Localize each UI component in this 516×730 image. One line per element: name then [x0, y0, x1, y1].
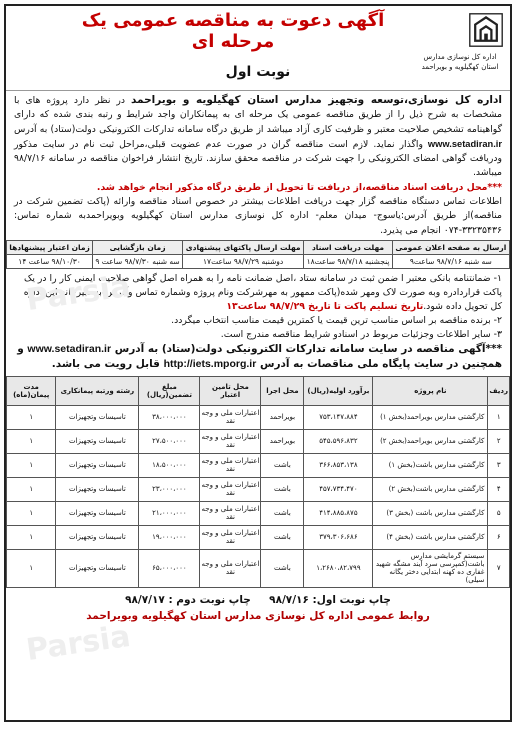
- projects-header: محل اجرا: [261, 376, 304, 405]
- organization-logo-icon: [468, 12, 504, 48]
- tender-notice: [4, 4, 512, 722]
- watermark: Parsia: [24, 618, 133, 669]
- row-number: ۵: [488, 501, 510, 525]
- contract-duration: ۱: [7, 525, 56, 549]
- contract-duration: ۱: [7, 549, 56, 587]
- setad-link[interactable]: www.setadiran.ir: [27, 342, 112, 355]
- guarantee-amount: ۱۸،۵۰۰،۰۰۰: [139, 453, 200, 477]
- location: باشت: [261, 477, 304, 501]
- guarantee-amount: ۲۷،۵۰۰،۰۰۰: [139, 429, 200, 453]
- funding-source: اعتبارات ملی و وجه نقد: [200, 405, 261, 429]
- public-relations-footer: روابط عمومی اداره کل نوسازی مدارس استان کهگیلویه وبویراحمد: [86, 609, 430, 622]
- intro-text-continued: واگذار نماید. لازم است مناقصه گران در صورت عدم عضویت قبلی،مراحل ثبت نام در سایت مذکور ودریافت گواهی امضای الکترونیکی را جهت شرکت در مناقصه محقق سازند. تاریخ انتشار فراخوان مناقصه در سامانه ۹۸/۷/۱۶ میباشد.: [14, 138, 502, 179]
- submission-deadline: تاریخ تسلیم پاکت تا تاریخ ۹۸/۷/۲۹ ساعت۱۳: [226, 300, 424, 312]
- projects-header: رشته ورتبه پیمانکاری: [56, 376, 139, 405]
- notice-round: نوبت اول: [225, 64, 291, 80]
- location: باشت: [261, 453, 304, 477]
- row-number: ۳: [488, 453, 510, 477]
- first-publication: چاپ نوبت اول: ۹۸/۷/۱۶: [269, 593, 391, 606]
- funding-source: اعتبارات ملی و وجه نقد: [200, 549, 261, 587]
- projects-header: مبلغ تضمین(ریال): [139, 376, 200, 405]
- contract-duration: ۱: [7, 405, 56, 429]
- funding-source: اعتبارات ملی و وجه نقد: [200, 501, 261, 525]
- location: باشت: [261, 525, 304, 549]
- document-notice: ***محل دریافت اسناد مناقصه،از دریافت تا تحویل از طریق درگاه مذکور انجام خواهد شد.: [96, 181, 502, 193]
- contractor-grade: تاسیسات وتجهیزات: [56, 429, 139, 453]
- table-row: [7, 501, 510, 525]
- guarantee-amount: ۲۱،۰۰۰،۰۰۰: [139, 501, 200, 525]
- organizer-name: اداره کل نوسازی،توسعه وتجهیز مدارس استان کهگیلویه و بویراحمد: [130, 94, 502, 106]
- guarantee-amount: ۱۹،۰۰۰،۰۰۰: [139, 525, 200, 549]
- notice-title: آگهی دعوت به مناقصه عمومی یک مرحله ای: [81, 10, 385, 52]
- project-name: کارگشتی مدارس باشت(بخش ۱): [373, 453, 488, 477]
- project-name: کارگشتی مدارس باشت (بخش ۳): [373, 501, 488, 525]
- location: باشت: [261, 549, 304, 587]
- second-publication: چاپ نوبت دوم : ۹۸/۷/۱۷: [125, 593, 251, 606]
- contractor-grade: تاسیسات وتجهیزات: [56, 405, 139, 429]
- table-row: [7, 429, 510, 453]
- note-2: ۲- برنده مناقصه بر اساس مناسب ترین قیمت یا کمترین قیمت مناسب انتخاب میگردد.: [171, 314, 502, 326]
- projects-table: [6, 376, 510, 588]
- contractor-grade: تاسیسات وتجهیزات: [56, 501, 139, 525]
- table-row: [7, 453, 510, 477]
- funding-source: اعتبارات ملی و وجه نقد: [200, 453, 261, 477]
- ad-note-text: و همچنین در سایت پایگاه ملی مناقصات به آدرس: [17, 342, 502, 370]
- contractor-grade: تاسیسات وتجهیزات: [56, 549, 139, 587]
- table-row: [7, 525, 510, 549]
- schedule-header: مهلت دریافت اسناد: [304, 240, 392, 254]
- schedule-table: [6, 240, 510, 269]
- contract-duration: ۱: [7, 477, 56, 501]
- note-1-text: ۱- ضمانتنامه بانکی معتبر ا ضمن ثبت در سامانه ستاد ،اصل ضمانت نامه را به همراه اصل گواهی صلاحیت ایمنی کار را در یک پاکت قراردادره وبه صورت لاک ومهر شده(پاکت ممهور به مهرشرکت ونام پروژه وشماره تماس وآدرس)به دبیرخانه این اداره کل تحویل داده شود.: [23, 272, 502, 312]
- projects-header-row: [7, 376, 510, 405]
- location: بویراحمد: [261, 405, 304, 429]
- initial-estimate: ۷۵۳،۱۴۷،۸۸۴: [304, 405, 373, 429]
- guarantee-amount: ۳۸،۰۰۰،۰۰۰: [139, 405, 200, 429]
- location: بویراحمد: [261, 429, 304, 453]
- projects-header: نام پروژه: [373, 376, 488, 405]
- projects-header: برآورد اولیه(ریال): [304, 376, 373, 405]
- initial-estimate: ۴۱۴،۸۸۵،۸۷۵: [304, 501, 373, 525]
- contractor-grade: تاسیسات وتجهیزات: [56, 525, 139, 549]
- schedule-value: سه شنبه ۹۸/۷/۱۶ ساعت۹: [392, 254, 509, 268]
- row-number: ۷: [488, 549, 510, 587]
- funding-source: اعتبارات ملی و وجه نقد: [200, 429, 261, 453]
- row-number: ۱: [488, 405, 510, 429]
- initial-estimate: ۳۶۶،۸۵۳،۱۳۸: [304, 453, 373, 477]
- table-row: [7, 549, 510, 587]
- initial-estimate: ۵۴۵،۵۹۶،۸۳۲: [304, 429, 373, 453]
- publication-dates: [6, 594, 510, 606]
- intro-paragraph: [6, 91, 510, 238]
- schedule-value: ۹۸/۱۰/۳۰ ساعت ۱۴: [7, 254, 93, 268]
- watermark: Parsia: [24, 268, 133, 319]
- schedule-header: ارسال به صفحه اعلان عمومی: [392, 240, 509, 254]
- ad-note-text: ***آگهی مناقصه در سایت سامانه تدارکات الکترونیکی دولت(ستاد) به آدرس: [114, 342, 502, 355]
- schedule-value-row: [7, 254, 510, 268]
- note-3: ۳- سایر اطلاعات وجزئیات مربوط در اسنادو شرایط مناقصه مندرج است.: [220, 328, 502, 340]
- organization-name: اداره کل نوسازی مدارس استان کهگیلویه و بویراحمد: [421, 53, 499, 71]
- schedule-header: زمان بازگشایی: [93, 240, 183, 254]
- schedule-header-row: [7, 240, 510, 254]
- initial-estimate: ۴۵۷،۷۳۴،۴۷۰: [304, 477, 373, 501]
- intro-text: در نظر دارد پروژه های با مشخصات به شرح ذیل را از طریق مناقصه عمومی یک مرحله ای به پیمانکاران واجد شرایط و رتبه بندی شده که دارای گواهینامه تشخیص صلاحیت معتبر و ظرفیت کاری آزاد میباشد از طریق درگاه سامانه تدارکات الکترونیکی دولت(ستاد) به آدرس: [14, 95, 502, 135]
- schedule-value: دوشنبه ۹۸/۷/۲۹ ساعت۱۷: [183, 254, 304, 268]
- schedule-header: مهلت ارسال پاکتهای پیشنهادی: [183, 240, 304, 254]
- funding-source: اعتبارات ملی و وجه نقد: [200, 477, 261, 501]
- contact-info: اطلاعات تماس دستگاه مناقصه گزار جهت دریافت اطلاعات بیشتر در خصوص اسناد مناقصه وارائه (پاکت تضمین شرکت در مناقصه)از طریق آدرس:یاسوج- میدان معلم- اداره کل نوسازی مدارس استان کهگیلویه وبویراحمدبه شماره تماس: ۳۳۲۳۵۴۳۶-۰۷۴ انجام می پذیرد.: [14, 196, 502, 236]
- initial-estimate: ۳۷۹،۳۰۶،۶۸۶: [304, 525, 373, 549]
- contract-duration: ۱: [7, 453, 56, 477]
- contractor-grade: تاسیسات وتجهیزات: [56, 477, 139, 501]
- ad-note: [6, 342, 510, 372]
- funding-source: اعتبارات ملی و وجه نقد: [200, 525, 261, 549]
- guarantee-amount: ۶۵،۰۰۰،۰۰۰: [139, 549, 200, 587]
- schedule-header: زمان اعتبار پیشنهادها: [7, 240, 93, 254]
- schedule-value: پنجشنبه ۹۸/۷/۱۸ ساعت۱۸: [304, 254, 392, 268]
- row-number: ۲: [488, 429, 510, 453]
- project-name: کارگشتی مدارس باشت (بخش ۴): [373, 525, 488, 549]
- guarantee-amount: ۲۳،۰۰۰،۰۰۰: [139, 477, 200, 501]
- contract-duration: ۱: [7, 501, 56, 525]
- location: باشت: [261, 501, 304, 525]
- ad-note-text: قابل رویت می باشد.: [51, 357, 160, 370]
- notice-header: [6, 6, 510, 91]
- schedule-value: سه شنبه ۹۸/۷/۳۰ ساعت ۹: [93, 254, 183, 268]
- contractor-grade: تاسیسات وتجهیزات: [56, 453, 139, 477]
- iets-link[interactable]: http://iets.mporg.ir: [163, 357, 257, 370]
- table-row: [7, 477, 510, 501]
- initial-estimate: ۱،۲۶۸۰،۸۲،۷۹۹: [304, 549, 373, 587]
- projects-header: ردیف: [488, 376, 510, 405]
- projects-header: مدت پیمان(ماه): [7, 376, 56, 405]
- project-name: سیستم گرمایشی مدارس باشت(کمپرسی سرد آیند مشگه شهید غفاری ده کهنه ابتدایی دختر یگانه سیلی): [373, 549, 488, 587]
- project-name: کارگشتی مدارس باشت(بخش ۲): [373, 477, 488, 501]
- setad-link[interactable]: www.setadiran.ir: [427, 138, 502, 149]
- contract-duration: ۱: [7, 429, 56, 453]
- project-name: کارگشتی مدارس بویراحمد(بخش ۲): [373, 429, 488, 453]
- project-name: کارگشتی مدارس بویراحمد(بخش ۱): [373, 405, 488, 429]
- row-number: ۴: [488, 477, 510, 501]
- projects-header: محل تامین اعتبار: [200, 376, 261, 405]
- row-number: ۶: [488, 525, 510, 549]
- table-row: [7, 405, 510, 429]
